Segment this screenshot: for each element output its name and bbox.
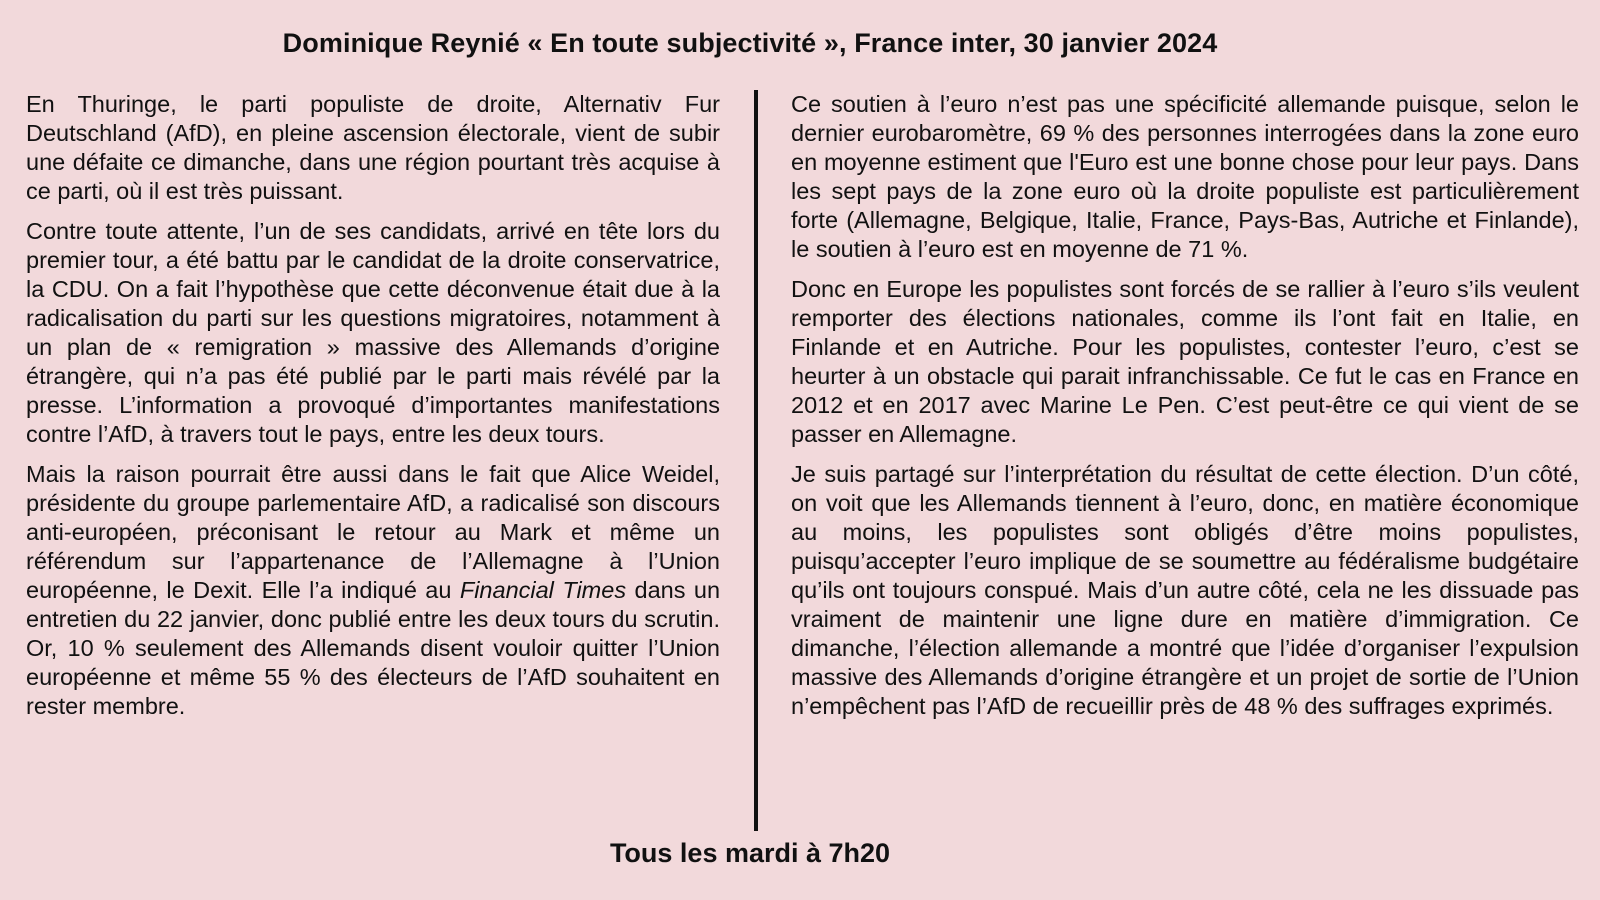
page-title: Dominique Reynié « En toute subjectivité », France inter, 30 janvier 2024 <box>282 28 1218 58</box>
right-paragraph-1: Ce soutien à l’euro n’est pas une spécificité allemande puisque, selon le dernier eurobaromètre, 69 % des personnes interrogées dans la zone euro en moyenne estiment que l'Euro est une bonne chose pour leur pays. Dans les sept pays de la zone euro où la droite populiste est particulièrement forte (Allemagne, Belgique, Italie, France, Pays-Bas, Autriche et Finlande), le soutien à l’euro est en moyenne de 71 %. <box>791 91 1579 262</box>
right-paragraph-3: Je suis partagé sur l’interprétation du résultat de cette élection. D’un côté, on voit que les Allemands tiennent à l’euro, donc, en matière économique au moins, les populistes sont obligés d’être moins populistes, puisqu’accepter l’euro implique de se soumettre au fédéralisme budgétaire qu’ils ont toujours conspué. Mais d’un autre côté, cela ne les dissuade pas vraiment de maintenir une ligne dure en matière d’immigration. Ce dimanche, l’élection allemande a montré que l’idée d’organiser l’expulsion massive des Allemands d’origine étrangère et un projet de sortie de l’Union n’empêchent pas l’AfD de recueillir près de 48 % des suffrages exprimés. <box>791 461 1579 719</box>
left-paragraph-3-start: Mais la raison pourrait être aussi dans le fait que Alice Weidel, présidente du groupe parlementaire AfD, a radicalisé son discours anti-européen, préconisant le retour au Mark et même un référendum sur l’appartenance de l’Allemagne à l’Union européenne, le Dexit. Elle l’a indiqué au <box>26 461 720 603</box>
left-paragraph-1: En Thuringe, le parti populiste de droite, Alternativ Fur Deutschland (AfD), en pleine ascension électorale, vient de subir une défaite ce dimanche, dans une région pourtant très acquise à ce parti, où il est très puissant. <box>26 91 720 204</box>
right-paragraph-2: Donc en Europe les populistes sont forcés de se rallier à l’euro s’ils veulent remporter des élections nationales, comme ils l’ont fait en Italie, en Finlande et en Autriche. Pour les populistes, contester l’euro, c’est se heurter à un obstacle qui parait infranchissable. Ce fut le cas en France en 2012 et en 2017 avec Marine Le Pen. C’est peut-être ce qui vient de se passer en Allemagne. <box>791 276 1579 447</box>
right-column <box>791 90 1579 732</box>
left-paragraph-3 <box>26 460 720 721</box>
column-divider <box>754 90 758 831</box>
left-column <box>26 90 720 732</box>
broadcast-schedule: Tous les mardi à 7h20 <box>609 838 891 868</box>
publication-name: Financial Times <box>459 577 627 603</box>
left-paragraph-2: Contre toute attente, l’un de ses candidats, arrivé en tête lors du premier tour, a été battu par le candidat de la droite conservatrice, la CDU. On a fait l’hypothèse que cette déconvenue était due à la radicalisation du parti sur les questions migratoires, notamment à un plan de « remigration » massive des Allemands d’origine étrangère, qui n’a pas été publié par le parti mais révélé par la presse. L’information a provoqué d’importantes manifestations contre l’AfD, à travers tout le pays, entre les deux tours. <box>26 218 720 447</box>
left-paragraph-3-end: dans un entretien du 22 janvier, donc publié entre les deux tours du scrutin. Or, 10 % seulement des Allemands disent vouloir quitter l’Union européenne et même 55 % des électeurs de l’AfD souhaitent en rester membre. <box>26 577 721 719</box>
